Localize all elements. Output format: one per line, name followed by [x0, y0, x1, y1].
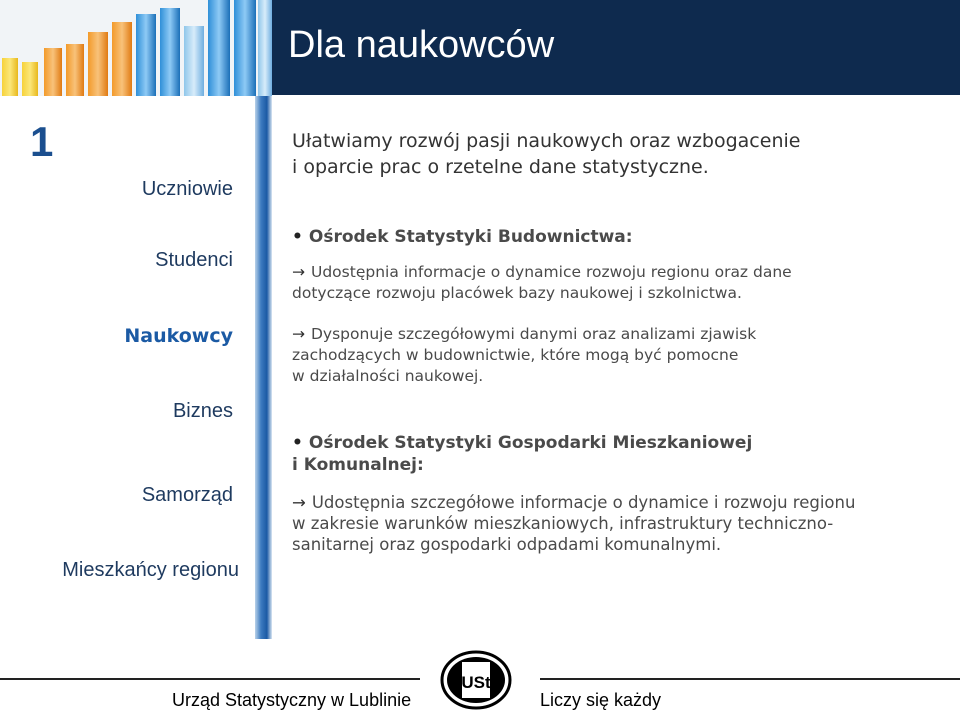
- intro-line: i oparcie prac o rzetelne dane statystyczne.: [292, 156, 709, 178]
- page-title: Dla naukowców: [288, 24, 555, 66]
- bullet-icon: •: [292, 433, 303, 453]
- slide-number: 1: [30, 118, 54, 165]
- paragraph-line: w działalności naukowej.: [292, 367, 484, 385]
- footer-slogan: Liczy się każdy: [540, 690, 662, 710]
- ustat-logo-icon: [440, 650, 512, 710]
- footer-organization: Urząd Statystyczny w Lublinie: [172, 690, 412, 710]
- decorative-bars-icon: [0, 0, 272, 96]
- paragraph-line: Udostępnia szczegółowe informacje o dynamice i rozwoju regionu: [311, 493, 856, 512]
- paragraph-udostepnia-1: [292, 262, 912, 304]
- svg-text:USt: USt: [461, 673, 491, 692]
- ustat-logo: [440, 650, 512, 710]
- paragraph-udostepnia-2: [292, 492, 912, 555]
- vertical-divider: [255, 96, 272, 639]
- paragraph-line: dotyczące rozwoju placówek bazy naukowej i szkolnictwa.: [292, 284, 742, 302]
- section-heading-budownictwo: [292, 226, 932, 248]
- paragraph-line: Dysponuje szczegółowymi danymi oraz analizami zjawisk: [311, 325, 757, 343]
- arrow-right-icon: →: [292, 325, 305, 343]
- heading-text: Ośrodek Statystyki Gospodarki Mieszkaniowej: [308, 433, 753, 453]
- bullet-icon: •: [292, 227, 303, 247]
- sidebar-item-naukowcy[interactable]: Naukowcy: [124, 325, 233, 347]
- intro-line: Ułatwiamy rozwój pasji naukowych oraz wzbogacenie: [292, 130, 801, 152]
- intro-text: [292, 128, 932, 180]
- footer-divider: [0, 678, 420, 680]
- sidebar-nav: [0, 96, 255, 639]
- footer-divider: [540, 678, 960, 680]
- paragraph-line: w zakresie warunków mieszkaniowych, infrastruktury techniczno-: [292, 514, 834, 533]
- paragraph-line: Udostępnia informacje o dynamice rozwoju regionu oraz dane: [311, 263, 792, 281]
- sidebar-item-mieszkancy-regionu[interactable]: Mieszkańcy regionu: [62, 559, 239, 581]
- arrow-right-icon: →: [292, 263, 305, 281]
- arrow-right-icon: →: [292, 493, 306, 512]
- sidebar-item-uczniowie[interactable]: Uczniowie: [141, 178, 233, 200]
- heading-text: i Komunalnej:: [292, 455, 424, 475]
- paragraph-dysponuje: [292, 324, 912, 387]
- title-bar: [272, 0, 960, 95]
- header-bar-graphic: [0, 0, 272, 96]
- paragraph-line: zachodzących w budownictwie, które mogą być pomocne: [292, 346, 739, 364]
- sidebar-item-studenci[interactable]: Studenci: [155, 249, 233, 271]
- heading-text: Ośrodek Statystyki Budownictwa:: [308, 227, 633, 247]
- section-heading-gospodarka: [292, 432, 932, 476]
- sidebar-item-samorzad[interactable]: Samorząd: [141, 484, 233, 506]
- sidebar-item-biznes[interactable]: Biznes: [172, 400, 233, 422]
- paragraph-line: sanitarnej oraz gospodarki odpadami komunalnymi.: [292, 535, 722, 554]
